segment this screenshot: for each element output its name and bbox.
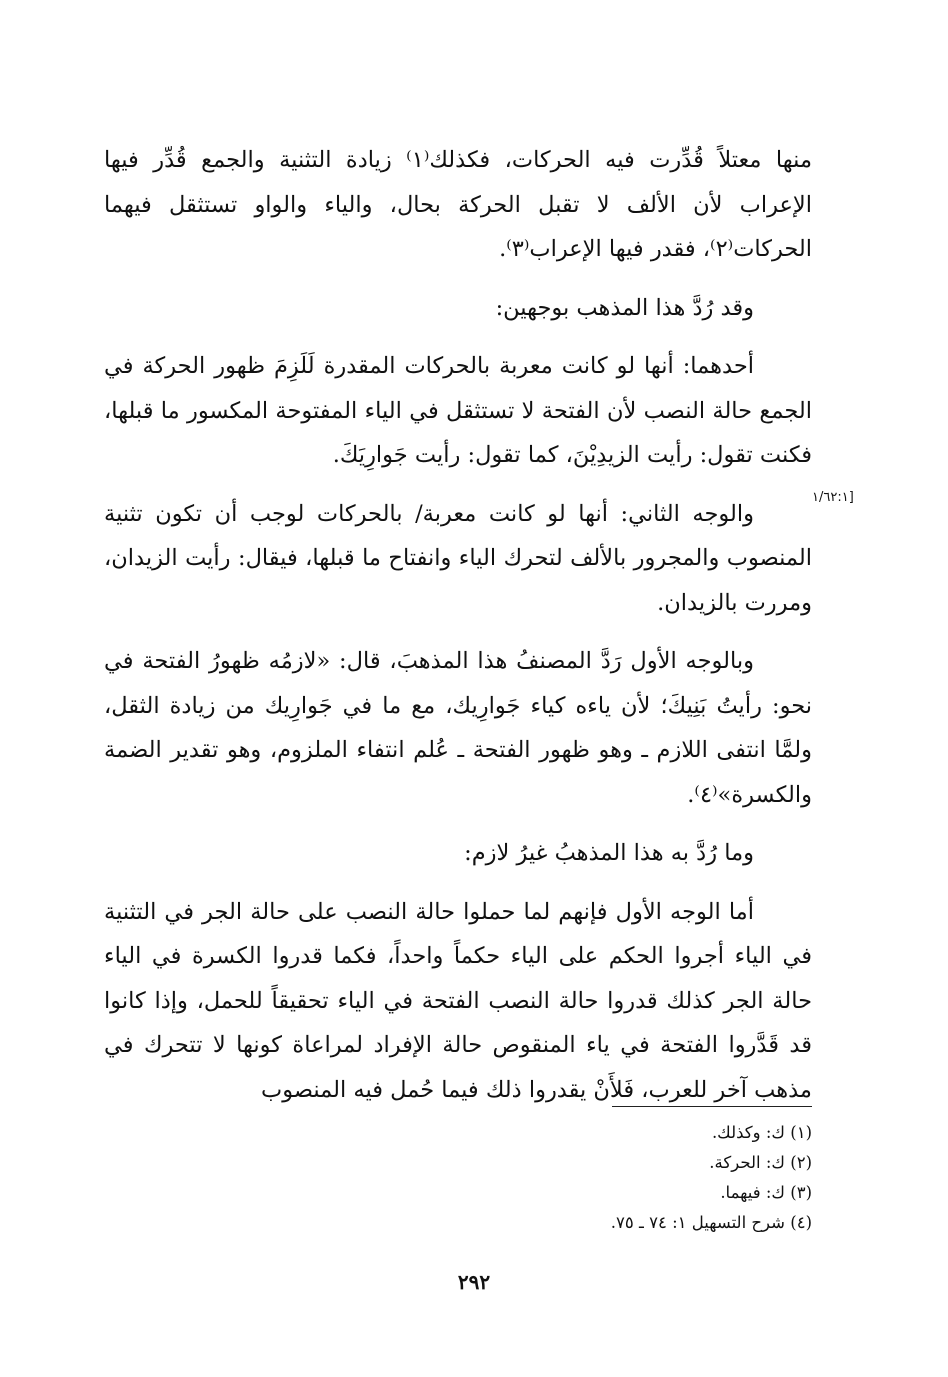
footnote-divider <box>612 1106 812 1107</box>
footnote-1: (١) ك: وكذلك. <box>711 1123 812 1142</box>
paragraph-6: وما رُدَّ به هذا المذهبُ غيرُ لازم: <box>464 840 754 866</box>
margin-page-reference: [١/٦٢:١ <box>812 490 854 505</box>
paragraph-2: وقد رُدَّ هذا المذهب بوجهين: <box>495 294 754 321</box>
footnotes <box>440 1118 812 1238</box>
paragraph-3: أحدهما: أنها لو كانت معربة بالحركات المقدرة لَلَزِمَ ظهور الحركة في الجمع حالة النصب لأن الفتحة لا تستثقل في الياء المفتوحة المكسور ما قبلها، فكنت تقول: رأيت الزيدِيْنَ، كما تقول: رأيت جَوارِيَكَ. <box>104 353 812 468</box>
paragraph-5: وبالوجه الأول رَدَّ المصنفُ هذا المذهبَ، قال: «لازمُه ظهورُ الفتحة في نحو: رأيتُ بَنِيكَ؛ لأن ياءه كياء جَوارِيك، مع ما في جَوارِيك من زيادة الثقل، ولمَّا انتفى اللازم ـ وهو ظهور الفتحة ـ عُلم انتفاء الملزوم، وهو تقدير الضمة والكسرة»⁽٤⁾. <box>104 648 812 808</box>
footnote-3: (٣) ك: فيهما. <box>720 1183 812 1202</box>
footnote-4: (٤) شرح التسهيل ١: ٧٤ ـ ٧٥. <box>610 1213 812 1232</box>
paragraph-4: والوجه الثاني: أنها لو كانت معربة/ بالحركات لوجب أن تكون تثنية المنصوب والمجرور بالألف لتحرك الياء وانفتاح ما قبلها، فيقال: رأيت الزيدان، ومررت بالزيدان. <box>104 500 812 616</box>
paragraph-1: منها معتلاً قُدِّرت فيه الحركات، فكذلك⁽١⁾ زيادة التثنية والجمع قُدِّر فيها الإعراب لأن الألف لا تقبل الحركة بحال، والياء والواو تستثقل فيهما الحركات⁽٢⁾، فقدر فيها الإعراب⁽٣⁾. <box>104 147 812 262</box>
main-text <box>104 138 812 1112</box>
page-number: ٢٩٢ <box>457 1270 491 1294</box>
paragraph-7: أما الوجه الأول فإنهم لما حملوا حالة النصب على حالة الجر في التثنية في الياء أجروا الحكم على الياء حكماً واحداً، فكما قدروا الكسرة في الياء حالة الجر كذلك قدروا حالة النصب الفتحة في الياء تحقيقاً للحمل، وإذا كانوا قد قَدَّروا الفتحة في ياء المنقوص حالة الإفراد لمراعاة كونها لا تتحرك في مذهب آخر للعرب، فَلأَنْ يقدروا ذلك فيما حُمل فيه المنصوب <box>104 898 812 1103</box>
footnote-2: (٢) ك: الحركة. <box>709 1153 812 1172</box>
